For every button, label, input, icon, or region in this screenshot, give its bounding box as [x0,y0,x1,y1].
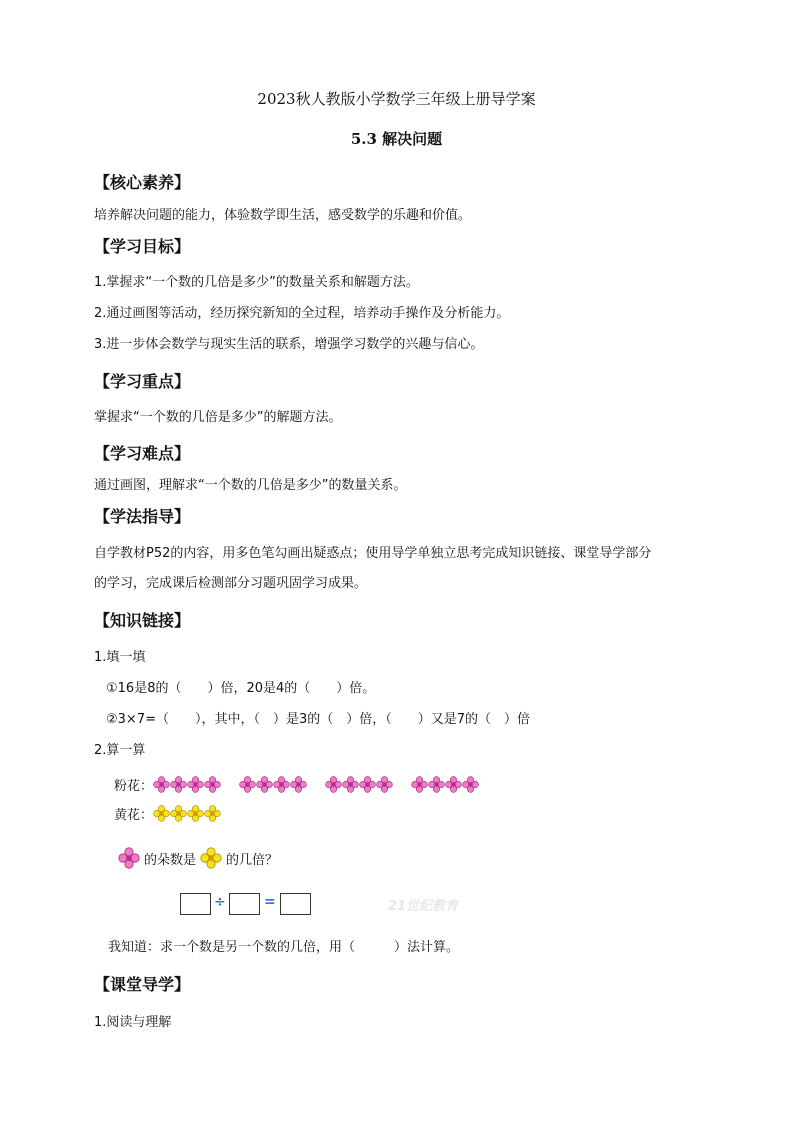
pink-flower-groups [153,776,497,793]
yellow-label: 黄花： [114,808,154,823]
fill-item-1: ①16是8的（ ）倍，20是4的（ ）倍。 [106,681,376,696]
pink-flower-group [325,776,393,793]
pink-flower-icon [445,776,462,793]
heading-difficulty: 【学习难点】 [94,444,191,463]
pink-flower-icon [118,847,140,869]
method-line-1: 自学教材P52的内容，用多色笔勾画出疑惑点；使用导学单独立思考完成知识链接、课堂导学部分 [94,546,652,561]
heading-method: 【学法指导】 [94,507,191,526]
heading-class: 【课堂导学】 [94,975,191,994]
heading-core: 【核心素养】 [94,173,191,192]
yellow-flower-row [114,804,221,823]
pink-flower-icon [376,776,393,793]
pink-flower-row [114,775,497,794]
watermark: 21世纪教育 [388,899,459,914]
answer-box-divisor[interactable] [229,893,260,915]
pink-flower-icon [273,776,290,793]
yellow-flower-icon [170,805,187,822]
heading-key: 【学习重点】 [94,372,191,391]
pink-flower-group [411,776,479,793]
goal-item-2: 2.通过画图等活动，经历探究新知的全过程，培养动手操作及分析能力。 [94,306,510,321]
pink-flower-icon [187,776,204,793]
know-text: 我知道：求一个数是另一个数的几倍，用（ ）法计算。 [108,940,460,955]
pink-flower-group [239,776,307,793]
divide-sign: ÷ [214,894,226,910]
goal-item-1: 1.掌握求“一个数的几倍是多少”的数量关系和解题方法。 [94,275,419,290]
yellow-flower-group [153,805,221,822]
pink-flower-icon [153,776,170,793]
yellow-flower-icon [187,805,204,822]
pink-flower-icon [256,776,273,793]
pink-label: 粉花： [114,779,154,794]
pink-flower-icon [290,776,307,793]
yellow-flower-icon [204,805,221,822]
difficulty-text: 通过画图，理解求“一个数的几倍是多少”的数量关系。 [94,478,407,493]
fill-item-2: ②3×7=（ ），其中，（ ）是3的（ ）倍，（ ）又是7的（ ）倍 [106,712,531,727]
pink-flower-icon [411,776,428,793]
yellow-flower-icon [153,805,170,822]
question-part-a: 的朵数是 [144,852,197,868]
fill-title: 1.填一填 [94,650,146,665]
core-text: 培养解决问题的能力，体验数学即生活，感受数学的乐趣和价值。 [94,208,472,223]
heading-goals: 【学习目标】 [94,237,191,256]
heading-link: 【知识链接】 [94,611,191,630]
page-title: 2023秋人教版小学数学三年级上册导学案 [257,90,536,108]
pink-flower-icon [170,776,187,793]
answer-box-result[interactable] [280,893,311,915]
pink-flower-icon [359,776,376,793]
class-item-1: 1.阅读与理解 [94,1015,172,1030]
pink-flower-icon [239,776,256,793]
pink-flower-icon [428,776,445,793]
question-part-b: 的几倍？ [226,852,279,868]
pink-flower-icon [204,776,221,793]
calc-title: 2.算一算 [94,743,146,758]
answer-box-dividend[interactable] [180,893,211,915]
pink-flower-icon [325,776,342,793]
pink-flower-group [153,776,221,793]
key-text: 掌握求“一个数的几倍是多少”的解题方法。 [94,410,342,425]
method-line-2: 的学习，完成课后检测部分习题巩固学习成果。 [94,576,368,591]
equal-sign: = [264,894,276,910]
lesson-title: 5.3 解决问题 [350,130,443,148]
pink-flower-icon [342,776,359,793]
pink-flower-icon [462,776,479,793]
flower-question [118,847,278,869]
yellow-flower-icon [200,847,222,869]
goal-item-3: 3.进一步体会数学与现实生活的联系，增强学习数学的兴趣与信心。 [94,337,484,352]
